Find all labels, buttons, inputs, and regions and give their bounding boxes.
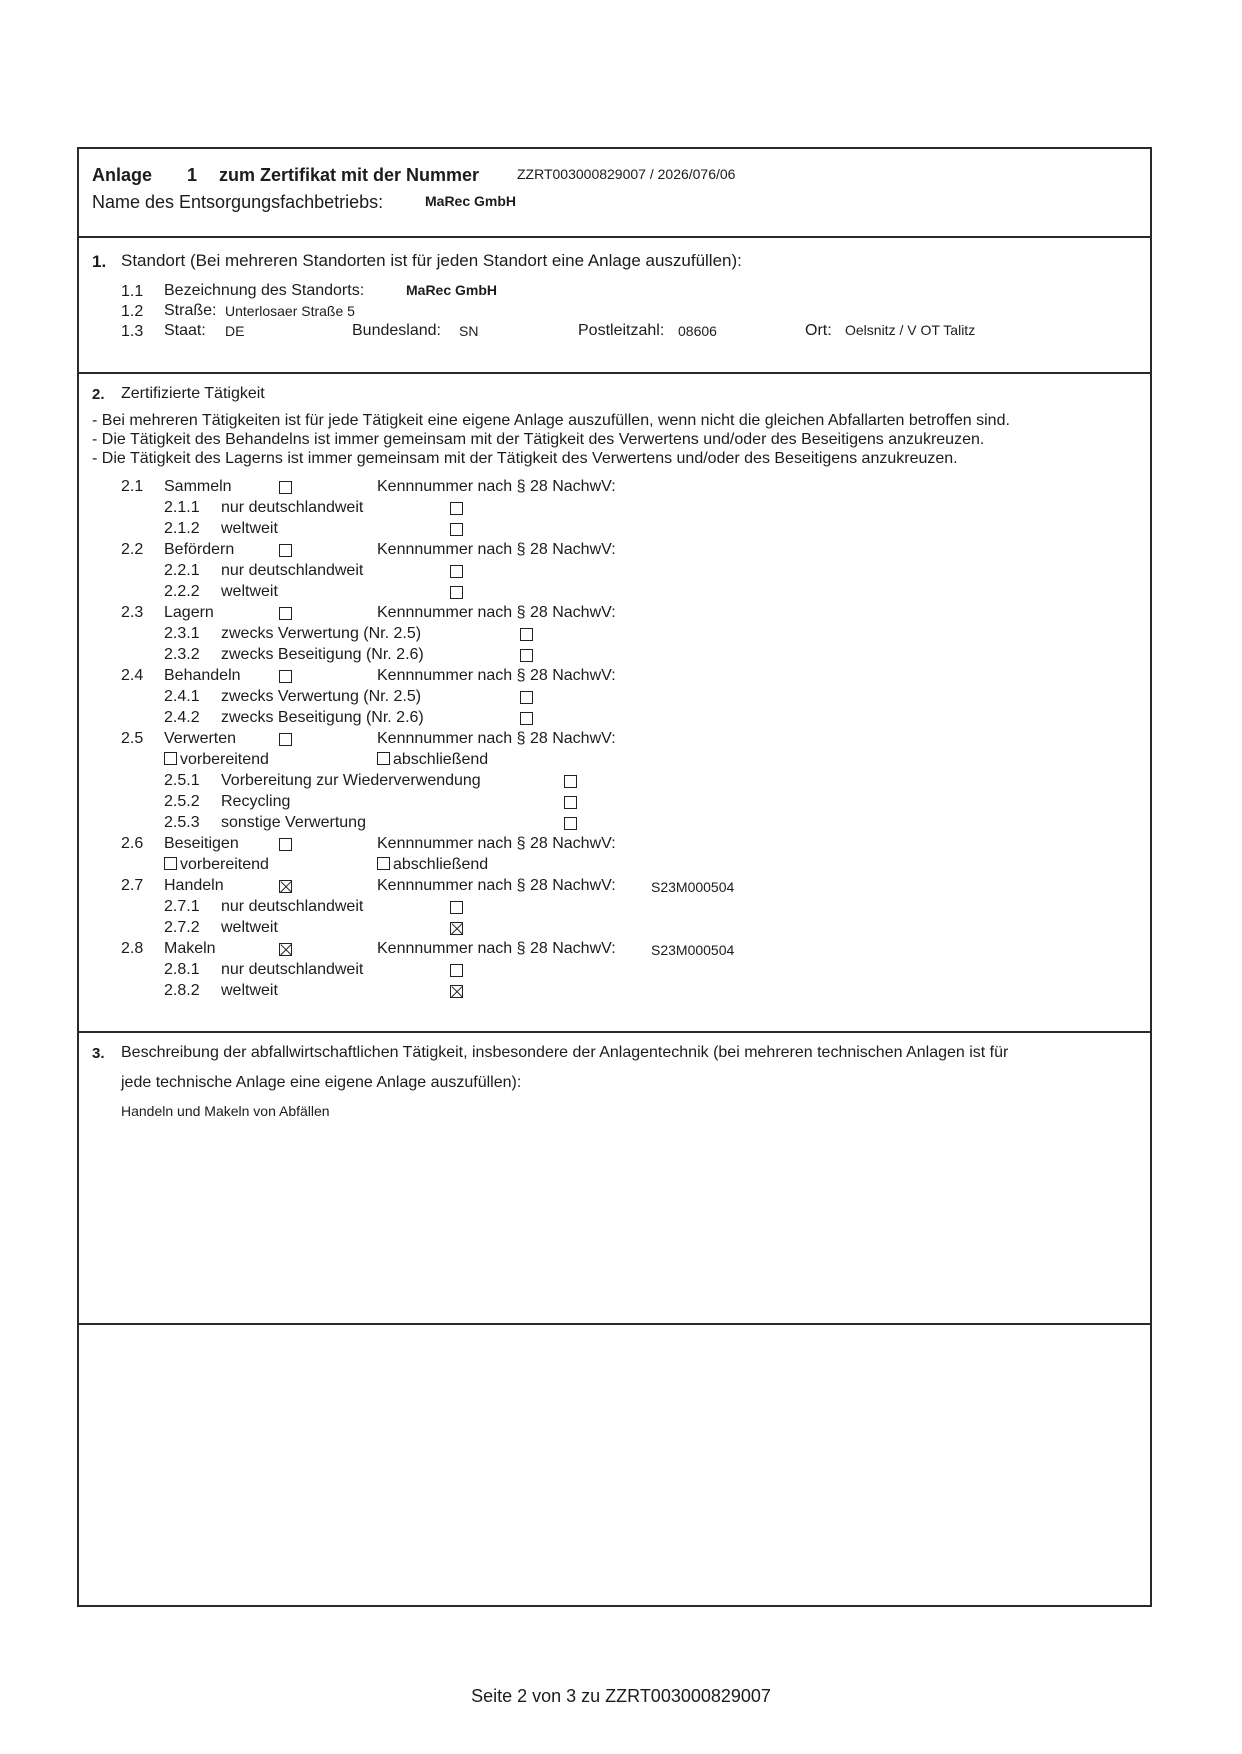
sub-activity-number: 2.5.2	[164, 793, 200, 810]
company-value: MaRec GmbH	[425, 193, 517, 209]
activity-label: Handeln	[164, 877, 224, 894]
activity-label: Lagern	[164, 604, 214, 621]
kennnummer-label: Kennnummer nach § 28 NachwV:	[377, 541, 616, 558]
postal-code-label: Postleitzahl:	[578, 322, 665, 339]
sub-activity-number: 2.2.2	[164, 583, 200, 600]
checkbox-makeln[interactable]	[279, 943, 292, 956]
city-label: Ort:	[805, 322, 832, 339]
kennnummer-label: Kennnummer nach § 28 NachwV:	[377, 877, 616, 894]
option-vorbereitend	[164, 856, 269, 874]
checkbox-lagern[interactable]	[279, 607, 292, 620]
country-value: DE	[225, 323, 245, 339]
checkbox-sammeln-deutschlandweit[interactable]	[450, 502, 463, 515]
checkbox-verwerten-vorbereitend[interactable]	[164, 752, 177, 765]
sub-activity-number: 2.4.1	[164, 688, 200, 705]
checkbox-handeln-weltweit[interactable]	[450, 922, 463, 935]
checkbox-verwerten[interactable]	[279, 733, 292, 746]
country-label: Staat:	[164, 322, 206, 339]
sub-activity-number: 2.3.2	[164, 646, 200, 663]
section-beschreibung	[79, 1033, 1150, 1325]
anlage-number: 1	[187, 165, 198, 185]
street-value: Unterlosaer Straße 5	[225, 303, 355, 319]
item-1-1-number: 1.1	[121, 283, 144, 300]
checkbox-verwerten-abschliessend[interactable]	[377, 752, 390, 765]
sub-activity-label: nur deutschlandweit	[221, 562, 364, 579]
sub-activity-label: sonstige Verwertung	[221, 814, 366, 831]
section3-title-line1: Beschreibung der abfallwirtschaftlichen Tätigkeit, insbesondere der Anlagentechnik (bei mehreren technischen Anlagen ist für	[121, 1044, 1009, 1061]
kennnummer-label: Kennnummer nach § 28 NachwV:	[377, 730, 616, 747]
sub-activity-label: nur deutschlandweit	[221, 499, 364, 516]
section1-number: 1.	[92, 252, 107, 271]
activity-number: 2.7	[121, 877, 144, 894]
description-value: Handeln und Makeln von Abfällen	[121, 1103, 330, 1119]
section1-title: Standort (Bei mehreren Standorten ist für jeden Standort eine Anlage auszufüllen):	[121, 251, 742, 270]
sub-activity-label: weltweit	[221, 520, 278, 537]
section3-title-line2: jede technische Anlage eine eigene Anlage auszufüllen):	[121, 1074, 522, 1091]
standort-name-label: Bezeichnung des Standorts:	[164, 282, 365, 299]
sub-activity-number: 2.7.2	[164, 919, 200, 936]
option-label: vorbereitend	[180, 751, 269, 768]
sub-activity-label: nur deutschlandweit	[221, 961, 364, 978]
sub-activity-label: zwecks Verwertung (Nr. 2.5)	[221, 625, 422, 642]
note-1: - Bei mehreren Tätigkeiten ist für jede Tätigkeit eine eigene Anlage auszufüllen, wenn nicht die gleichen Abfallarten betroffen sind.	[92, 412, 1010, 429]
sub-activity-number: 2.3.1	[164, 625, 200, 642]
checkbox-lagern-verwertung[interactable]	[520, 628, 533, 641]
note-3: - Die Tätigkeit des Lagerns ist immer gemeinsam mit der Tätigkeit des Verwertens und/oder des Beseitigens anzukreuzen.	[92, 450, 958, 467]
sub-activity-label: zwecks Verwertung (Nr. 2.5)	[221, 688, 422, 705]
checkbox-sonstige-verwertung[interactable]	[564, 817, 577, 830]
state-label: Bundesland:	[352, 322, 441, 339]
activity-label: Sammeln	[164, 478, 232, 495]
checkbox-behandeln-verwertung[interactable]	[520, 691, 533, 704]
checkbox-sammeln-weltweit[interactable]	[450, 523, 463, 536]
kennnummer-label: Kennnummer nach § 28 NachwV:	[377, 667, 616, 684]
street-label: Straße:	[164, 302, 217, 319]
section2-number: 2.	[92, 386, 105, 403]
sub-activity-number: 2.8.2	[164, 982, 200, 999]
checkbox-befoerdern-weltweit[interactable]	[450, 586, 463, 599]
sub-activity-number: 2.1.2	[164, 520, 200, 537]
option-vorbereitend	[164, 751, 269, 769]
kennnummer-label: Kennnummer nach § 28 NachwV:	[377, 940, 616, 957]
header-section	[79, 149, 1150, 238]
sub-activity-number: 2.5.3	[164, 814, 200, 831]
section2-title: Zertifizierte Tätigkeit	[121, 385, 265, 402]
option-abschliessend	[377, 856, 488, 874]
activity-label: Makeln	[164, 940, 216, 957]
postal-code-value: 08606	[678, 323, 717, 339]
sub-activity-label: weltweit	[221, 919, 278, 936]
activity-number: 2.8	[121, 940, 144, 957]
item-1-3-number: 1.3	[121, 323, 144, 340]
sub-activity-number: 2.8.1	[164, 961, 200, 978]
checkbox-sammeln[interactable]	[279, 481, 292, 494]
activity-number: 2.2	[121, 541, 144, 558]
checkbox-behandeln-beseitigung[interactable]	[520, 712, 533, 725]
checkbox-beseitigen-vorbereitend[interactable]	[164, 857, 177, 870]
option-label: vorbereitend	[180, 856, 269, 873]
kennnummer-label: Kennnummer nach § 28 NachwV:	[377, 835, 616, 852]
city-value: Oelsnitz / V OT Talitz	[845, 322, 976, 338]
section-standort	[79, 238, 1150, 374]
sub-activity-label: zwecks Beseitigung (Nr. 2.6)	[221, 709, 424, 726]
kennnummer-value: S23M000504	[651, 879, 735, 895]
option-abschliessend	[377, 751, 488, 769]
activity-label: Behandeln	[164, 667, 241, 684]
sub-activity-number: 2.5.1	[164, 772, 200, 789]
sub-activity-label: Recycling	[221, 793, 291, 810]
activity-label: Verwerten	[164, 730, 237, 747]
option-label: abschließend	[393, 751, 489, 768]
checkbox-beseitigen-abschliessend[interactable]	[377, 857, 390, 870]
checkbox-beseitigen[interactable]	[279, 838, 292, 851]
sub-activity-number: 2.4.2	[164, 709, 200, 726]
sub-activity-number: 2.7.1	[164, 898, 200, 915]
option-label: abschließend	[393, 856, 489, 873]
activity-label: Beseitigen	[164, 835, 239, 852]
activity-number: 2.5	[121, 730, 144, 747]
checkbox-makeln-weltweit[interactable]	[450, 985, 463, 998]
checkbox-handeln-deutschlandweit[interactable]	[450, 901, 463, 914]
section3-number: 3.	[92, 1045, 105, 1062]
company-label: Name des Entsorgungsfachbetriebs:	[92, 192, 384, 212]
anlage-label: Anlage	[92, 165, 153, 185]
sub-activity-number: 2.1.1	[164, 499, 200, 516]
activity-label: Befördern	[164, 541, 235, 558]
state-value: SN	[459, 323, 479, 339]
section-taetigkeit	[79, 374, 1150, 1033]
standort-name-value: MaRec GmbH	[406, 282, 498, 298]
sub-activity-number: 2.2.1	[164, 562, 200, 579]
checkbox-behandeln[interactable]	[279, 670, 292, 683]
checkbox-wiederverwendung[interactable]	[564, 775, 577, 788]
sub-activity-label: weltweit	[221, 982, 278, 999]
note-2: - Die Tätigkeit des Behandelns ist immer gemeinsam mit der Tätigkeit des Verwertens und/oder des Beseitigens anzukreuzen.	[92, 431, 985, 448]
checkbox-befoerdern[interactable]	[279, 544, 292, 557]
header-title: zum Zertifikat mit der Nummer	[219, 165, 480, 185]
sub-activity-label: nur deutschlandweit	[221, 898, 364, 915]
checkbox-befoerdern-deutschlandweit[interactable]	[450, 565, 463, 578]
checkbox-lagern-beseitigung[interactable]	[520, 649, 533, 662]
sub-activity-label: Vorbereitung zur Wiederverwendung	[221, 772, 481, 789]
activity-number: 2.1	[121, 478, 144, 495]
page-footer: Seite 2 von 3 zu ZZRT003000829007	[471, 1686, 771, 1706]
checkbox-recycling[interactable]	[564, 796, 577, 809]
activity-number: 2.6	[121, 835, 144, 852]
form-frame	[77, 147, 1152, 1607]
checkbox-handeln[interactable]	[279, 880, 292, 893]
certificate-number: ZZRT003000829007 / 2026/076/06	[517, 166, 736, 182]
checkbox-makeln-deutschlandweit[interactable]	[450, 964, 463, 977]
activity-number: 2.4	[121, 667, 144, 684]
empty-area	[79, 1325, 1150, 1605]
activity-number: 2.3	[121, 604, 144, 621]
kennnummer-label: Kennnummer nach § 28 NachwV:	[377, 478, 616, 495]
kennnummer-value: S23M000504	[651, 942, 735, 958]
sub-activity-label: zwecks Beseitigung (Nr. 2.6)	[221, 646, 424, 663]
item-1-2-number: 1.2	[121, 303, 144, 320]
sub-activity-label: weltweit	[221, 583, 278, 600]
kennnummer-label: Kennnummer nach § 28 NachwV:	[377, 604, 616, 621]
